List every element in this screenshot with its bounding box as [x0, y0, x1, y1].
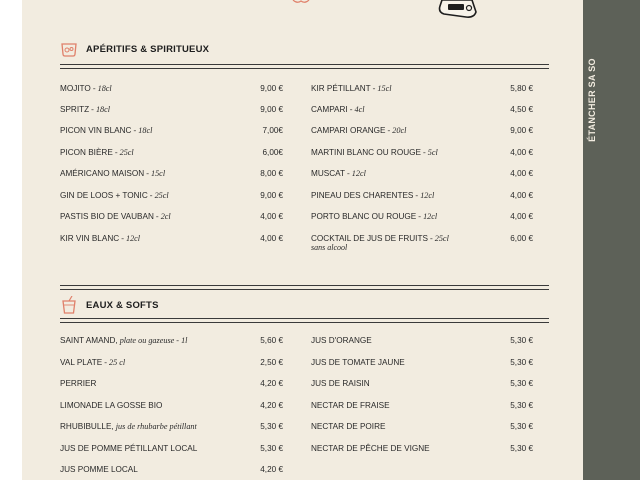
radio-illustration-icon — [436, 0, 478, 20]
glass-icon — [60, 40, 78, 58]
list-item: PORTO BLANC OU ROUGE - 12cl 4,00 € — [311, 212, 533, 221]
list-item: VAL PLATE - 25 cl 2,50 € — [60, 358, 283, 367]
list-item: AMÉRICANO MAISON - 15cl 8,00 € — [60, 169, 283, 178]
list-item: JUS POMME LOCAL 4,20 € — [60, 465, 283, 474]
list-item: PICON VIN BLANC - 18cl 7,00€ — [60, 126, 283, 135]
list-item: COCKTAIL DE JUS DE FRUITS - 25cl sans alcool 6,00 € — [311, 234, 533, 252]
list-item: CAMPARI - 4cl 4,50 € — [311, 105, 533, 114]
list-item: NECTAR DE FRAISE 5,30 € — [311, 401, 533, 410]
section-header-eaux-softs — [60, 296, 159, 314]
list-item: LIMONADE LA GOSSE BIO 4,20 € — [60, 401, 283, 410]
list-item: SAINT AMAND, plate ou gazeuse - 1l 5,60 € — [60, 336, 283, 345]
list-item: MUSCAT - 12cl 4,00 € — [311, 169, 533, 178]
list-item: JUS DE RAISIN 5,30 € — [311, 379, 533, 388]
section-title: EAUX & SOFTS — [86, 299, 159, 311]
sidebar-label: ÉTANCHER SA SO — [587, 58, 597, 142]
list-item: PINEAU DES CHARENTES - 12cl 4,00 € — [311, 191, 533, 200]
list-item: KIR PÉTILLANT - 15cl 5,80 € — [311, 84, 533, 93]
list-item: NECTAR DE PÊCHE DE VIGNE 5,30 € — [311, 444, 533, 453]
list-item: GIN DE LOOS + TONIC - 25cl 9,00 € — [60, 191, 283, 200]
list-item: PERRIER 4,20 € — [60, 379, 283, 388]
section-divider — [60, 64, 549, 69]
cup-icon — [60, 296, 78, 314]
list-item: CAMPARI ORANGE - 20cl 9,00 € — [311, 126, 533, 135]
list-item: JUS DE TOMATE JAUNE 5,30 € — [311, 358, 533, 367]
list-item: NECTAR DE POIRE 5,30 € — [311, 422, 533, 431]
list-item: MARTINI BLANC OU ROUGE - 5cl 4,00 € — [311, 148, 533, 157]
section-title: APÉRITIFS & SPIRITUEUX — [86, 43, 210, 55]
section-divider — [60, 318, 549, 323]
list-item: JUS DE POMME PÉTILLANT LOCAL 5,30 € — [60, 444, 283, 453]
list-item: KIR VIN BLANC - 12cl 4,00 € — [60, 234, 283, 243]
list-item: PASTIS BIO DE VAUBAN - 2cl 4,00 € — [60, 212, 283, 221]
list-item: RHUBIBULLE, jus de rhubarbe pétillant 5,30 € — [60, 422, 283, 431]
section-header-aperitifs — [60, 40, 209, 58]
list-item: JUS D'ORANGE 5,30 € — [311, 336, 533, 345]
section-divider — [60, 285, 549, 290]
decorative-illustration-icon — [292, 0, 310, 4]
list-item: MOJITO - 18cl 9,00 € — [60, 84, 283, 93]
list-item: SPRITZ - 18cl 9,00 € — [60, 105, 283, 114]
list-item: PICON BIÈRE - 25cl 6,00€ — [60, 148, 283, 157]
